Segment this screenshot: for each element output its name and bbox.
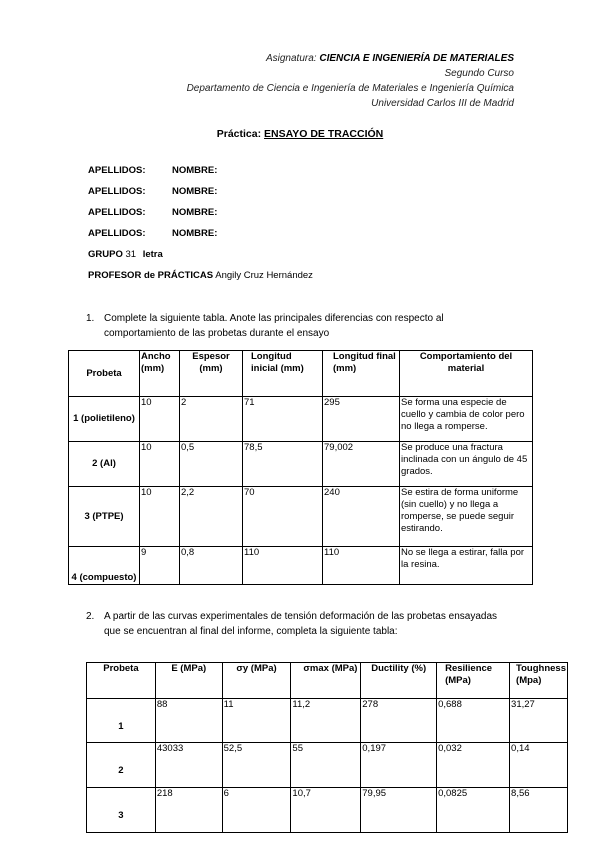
student-fields: [88, 160, 313, 286]
specimen-table: [68, 350, 533, 585]
student-row: APELLIDOS: NOMBRE:: [88, 207, 218, 218]
question-2: 2. A partir de las curvas experimentales de tensión deformación de las probetas ensayadas que se encuentran al final del informe, completa la siguiente tabla:: [86, 611, 498, 637]
table-header-row: Probeta E (MPa) σy (MPa) σmax (MPa) Ductility (%) Resilience (MPa) Toughness (Mpa): [87, 663, 568, 699]
table-header-row: Probeta Ancho (mm) Espesor (mm) Longitud inicial (mm) Longitud final (mm) Comportamiento del material: [69, 351, 533, 397]
table-row: 3 218 6 10,7 79,95 0,0825 8,56: [87, 788, 568, 833]
table-row: 2 (Al) 10 0,5 78,5 79,002 Se produce una fractura inclinada con un ángulo de 45 grados.: [69, 442, 533, 487]
table-row: 4 (compuesto) 9 0,8 110 110 No se llega a estirar, falla por la resina.: [69, 547, 533, 585]
table-row: 3 (PTPE) 10 2,2 70 240 Se estira de forma uniforme (sin cuello) y no llega a romperse, se puede seguir estirando.: [69, 487, 533, 547]
student-row: APELLIDOS: NOMBRE:: [88, 186, 218, 197]
university-line: Universidad Carlos III de Madrid: [371, 98, 514, 109]
group-row: GRUPO 31 letra: [88, 249, 163, 260]
question-1: 1. Complete la siguiente tabla. Anote las principales diferencias con respecto al comportamiento de las probetas durante el ensayo: [86, 313, 444, 339]
professor-row: PROFESOR de PRÁCTICAS Angily Cruz Hernández: [88, 270, 313, 281]
student-row: APELLIDOS: NOMBRE:: [88, 165, 218, 176]
department-line: Departamento de Ciencia e Ingeniería de Materiales e Ingeniería Química: [186, 83, 514, 94]
student-row: APELLIDOS: NOMBRE:: [88, 228, 218, 239]
practice-title: Práctica: ENSAYO DE TRACCIÓN: [216, 128, 384, 140]
table-row: 2 43033 52,5 55 0,197 0,032 0,14: [87, 743, 568, 788]
table-row: 1 88 11 11,2 278 0,688 31,27: [87, 699, 568, 743]
course-line: Segundo Curso: [444, 68, 514, 79]
results-table: [86, 662, 568, 833]
table-row: 1 (polietileno) 10 2 71 295 Se forma una especie de cuello y cambia de color pero no llega a romperse.: [69, 397, 533, 442]
document-header: [187, 51, 514, 111]
subject-line: Asignatura: CIENCIA E INGENIERÍA DE MATERIALES: [265, 53, 514, 64]
